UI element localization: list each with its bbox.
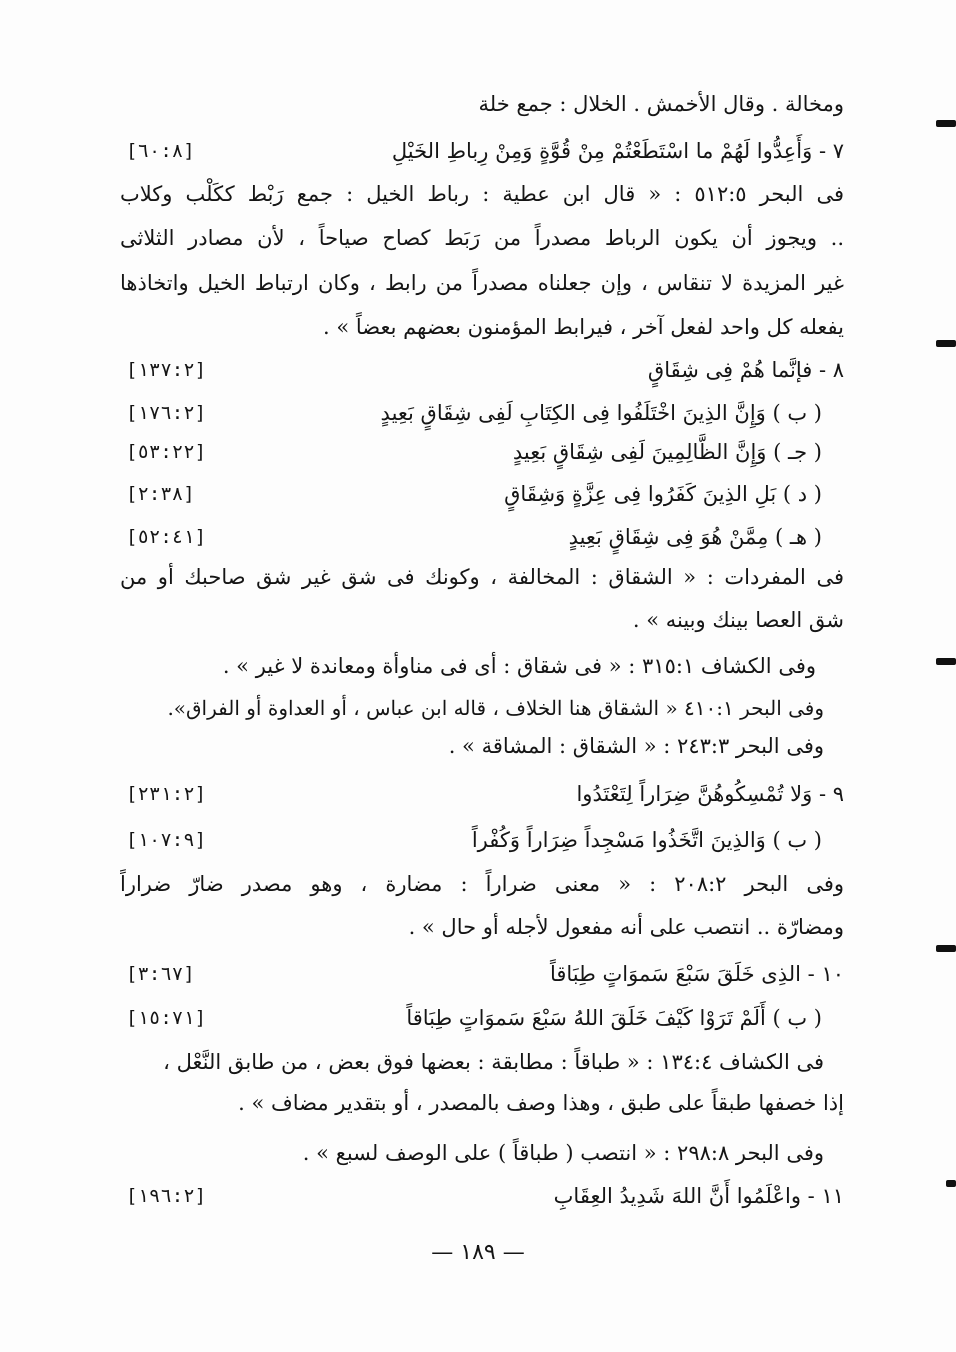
verse-reference: [٥٣:٢٢] (126, 441, 207, 463)
margin-mark (936, 340, 956, 347)
text-line: شق العصا بينك وبينه » . (632, 608, 844, 632)
verse-line (120, 350, 844, 390)
text-line: وفى البحر ٤١٠:١ « الشقاق هنا الخلاف ، قاله ابن عباس ، أو العداوة أو الفراق». (167, 696, 824, 720)
verse-reference: [١٠٧:٩] (126, 829, 207, 851)
verse-line (120, 954, 844, 994)
verse-text: ١٠ - الذِى خَلَقَ سَبْعَ سَموَاتٍ طِبَاقاً (549, 962, 844, 986)
verse-reference: [١٩٦:٢] (126, 1185, 207, 1207)
page-number: — ١٨٩ — (431, 1240, 525, 1265)
verse-reference: [٢:٣٨] (126, 483, 195, 505)
verse-text: ٨ - فإنَّما هُمْ فِى شِقَاقٍ (647, 358, 844, 382)
verse-text: ( هـ ) مِمَّنْ هُوَ فِى شِقَاقٍ بَعِيدٍ (568, 525, 822, 549)
verse-line (120, 774, 844, 814)
verse-reference: [١٥:٧١] (126, 1007, 207, 1029)
verse-line (120, 820, 844, 860)
verse-reference: [١٣٧:٢] (126, 359, 207, 381)
verse-line (120, 474, 844, 514)
verse-line (120, 393, 844, 433)
margin-mark (936, 945, 956, 952)
verse-line (120, 517, 844, 557)
verse-text: ٩ - وَلا تُمْسِكُوهُنَّ ضِرَاراً لِتَعْتَدُوا (576, 782, 844, 806)
margin-mark (936, 120, 956, 127)
verse-text: ١١ - واعْلَمُوا أَنَّ اللهَ شَدِيدُ العِقَابِ (553, 1184, 844, 1208)
margin-mark (936, 658, 956, 665)
text-line: وفى البحر ٢٠٨:٢ : « معنى ضراراً : مضارة ، وهو مصدر ضارّ ضراراً (120, 872, 844, 896)
text-line: يفعله كل واحد لفعل آخر ، فيرابط المؤمنون بعضهم بعضاً » . (323, 315, 844, 339)
verse-line (120, 131, 844, 171)
text-line: وفى البحر ٢٩٨:٨ : « انتصب ( طباقاً ) على الوصف لسبع » . (302, 1141, 824, 1165)
text-line: فى البحر ٥١٢:٥ : « قال ابن عطية : رباط الخيل : جمع رَبْط ككَلْب وكلاب (120, 182, 844, 206)
text-line: غير المزيدة لا تنقاس ، وإن جعلناه مصدراً من رابط ، وكان ارتباط الخيل واتخاذها (120, 271, 844, 295)
text-line: ومخالة . وقال الأخمش . الخلال : جمع خلة (478, 92, 844, 116)
verse-line (120, 1176, 844, 1216)
text-line: .. ويجوز أن يكون الرباط مصدراً من رَبَط كصاح صياحاً ، لأن مصادر الثلاثى (120, 226, 844, 250)
verse-line (120, 998, 844, 1038)
verse-text: ٧ - وَأَعِدُّوا لَهُمْ ما اسْتَطَعْتُمْ مِنْ قُوَّةٍ وَمِنْ رِباطِ الخَيْلِ (391, 139, 844, 163)
verse-reference: [١٧٦:٢] (126, 402, 207, 424)
verse-line (120, 432, 844, 472)
verse-text: ( ب ) وَالذِينَ اتَّخَذُوا مَسْجِداً ضِرَاراً وَكُفْراً (471, 828, 822, 852)
verse-text: ( ب ) وَإِنَّ الذِينَ اخْتَلَفُوا فِى الكِتَابِ لَفِى شِقَاقٍ بَعِيدٍ (380, 401, 822, 425)
text-line: ومضارّة .. انتصب على أنه مفعول لأجله أو حال » . (408, 915, 844, 939)
verse-reference: [٢٣١:٢] (126, 783, 207, 805)
verse-reference: [٥٢:٤١] (126, 526, 207, 548)
text-line: وفى البحر ٢٤٣:٣ : « الشقاق : المشاقة » . (448, 734, 824, 758)
verse-reference: [٦٠:٨] (126, 140, 195, 162)
verse-text: ( د ) بَلِ الذِينَ كَفَرُوا فِى عِزَّةٍ وَشِقَاقٍ (504, 482, 822, 506)
text-line: فى الكشاف ١٣٤:٤ : « طباقاً : مطابقة : بعضها فوق بعض ، من طابق النَّعْل ، (163, 1050, 824, 1074)
text-line: فى المفردات : « الشقاق : المخالفة ، وكونك فى شق غير شق صاحبك أو من (120, 565, 844, 589)
verse-reference: [٣:٦٧] (126, 963, 195, 985)
verse-text: ( ب ) أَلَمْ تَرَوْا كَيْفَ خَلَقَ اللهُ سَبْعَ سَموَاتٍ طِبَاقاً (406, 1006, 822, 1030)
text-line: إذا خصفها طبقاً على طبق ، وهذا وصف بالمصدر ، أو بتقدير مضاف » . (238, 1091, 844, 1115)
verse-text: ( جـ ) وَإِنَّ الظَّالِمِينَ لَفِى شِقَاقٍ بَعِيدٍ (512, 440, 822, 464)
margin-mark (946, 1180, 956, 1187)
text-line: وفى الكشاف ٣١٥:١ : « فى شقاق : أى فى مناوأة ومعاندة لا غير » . (222, 654, 816, 678)
